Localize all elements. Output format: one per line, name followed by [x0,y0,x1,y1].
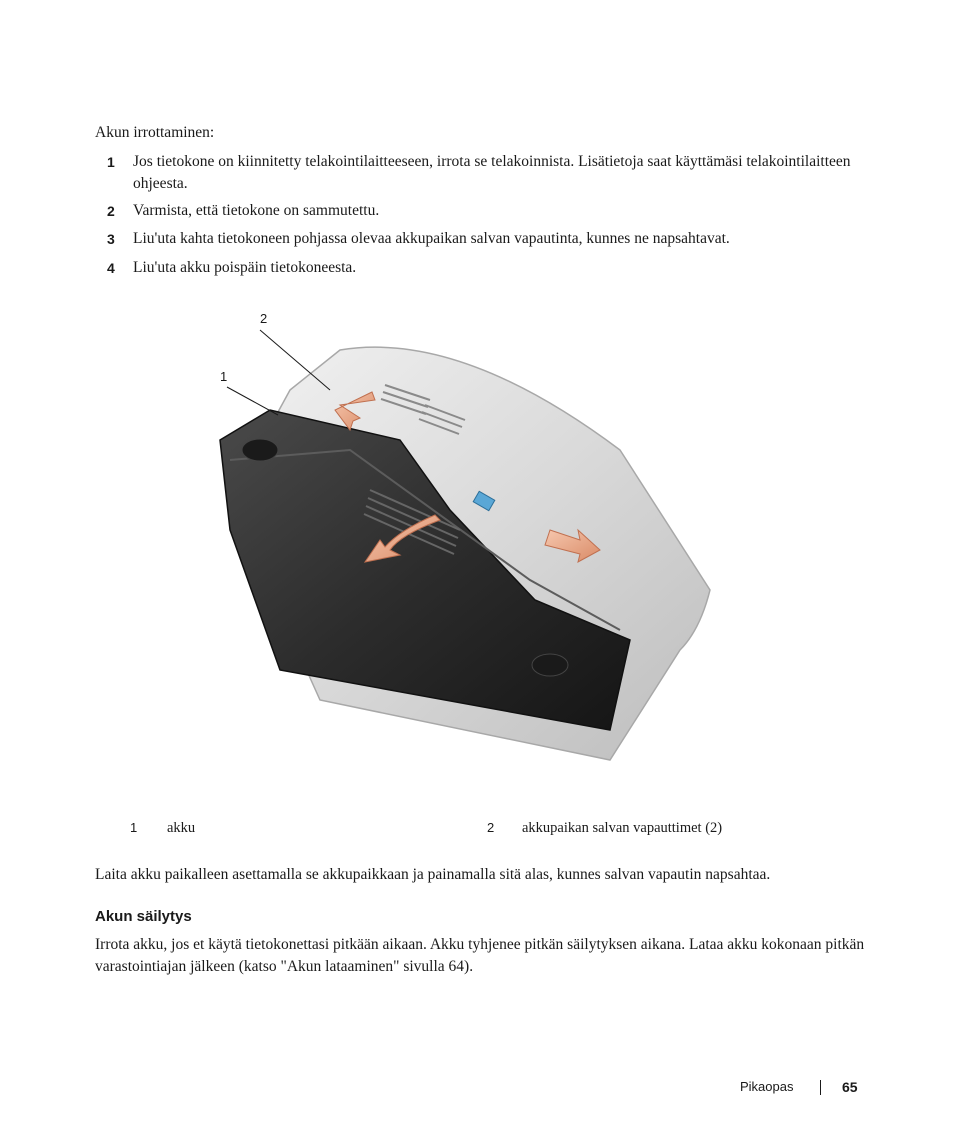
intro-text: Akun irrottaminen: [95,124,215,141]
footer-label: Pikaopas [740,1079,794,1094]
callout-line-1 [227,387,278,415]
step-text: Jos tietokone on kiinnitetty telakointilaitteeseen, irrota se telakoinnista. Lisätietoja saat käyttämäsi telakointilaitteen ohjeesta. [133,153,851,192]
step-2 [95,200,855,222]
step-text: Varmista, että tietokone on sammutettu. [133,202,380,219]
step-4 [95,257,855,279]
install-paragraph: Laita akku paikalleen asettamalla se akkupaikkaan ja painamalla sitä alas, kunnes salvan vapautin napsahtaa. [95,866,771,883]
step-number: 4 [107,260,115,276]
step-number: 2 [107,203,115,219]
caption-text: akku [167,820,196,836]
caption-text: akkupaikan salvan vapauttimet (2) [522,820,723,836]
storage-paragraph: Irrota akku, jos et käytä tietokonettasi pitkään aikaan. Akku tyhjenee pitkän säilytyksen aikana. Lataa akku kokonaan pitkän varastointiajan jälkeen (katso "Akun lataaminen" sivulla 64). [95,936,865,975]
rubber-foot [242,439,278,461]
rubber-foot [532,654,568,676]
step-number: 1 [107,154,115,170]
callout-number-1: 1 [220,369,228,384]
battery-removal-illustration [200,300,740,780]
page-number: 65 [842,1079,858,1095]
footer-separator [820,1080,821,1095]
step-text: Liu'uta kahta tietokoneen pohjassa olevaa akkupaikan salvan vapautinta, kunnes ne napsahtavat. [133,230,730,247]
step-1 [95,151,855,195]
callout-number-2: 2 [260,311,268,326]
step-3 [95,228,855,250]
section-heading: Akun säilytys [95,908,192,925]
caption-number: 1 [130,820,138,835]
callout-line-2 [260,330,330,390]
step-text: Liu'uta akku poispäin tietokoneesta. [133,259,357,276]
step-number: 3 [107,231,115,247]
caption-number: 2 [487,820,495,835]
